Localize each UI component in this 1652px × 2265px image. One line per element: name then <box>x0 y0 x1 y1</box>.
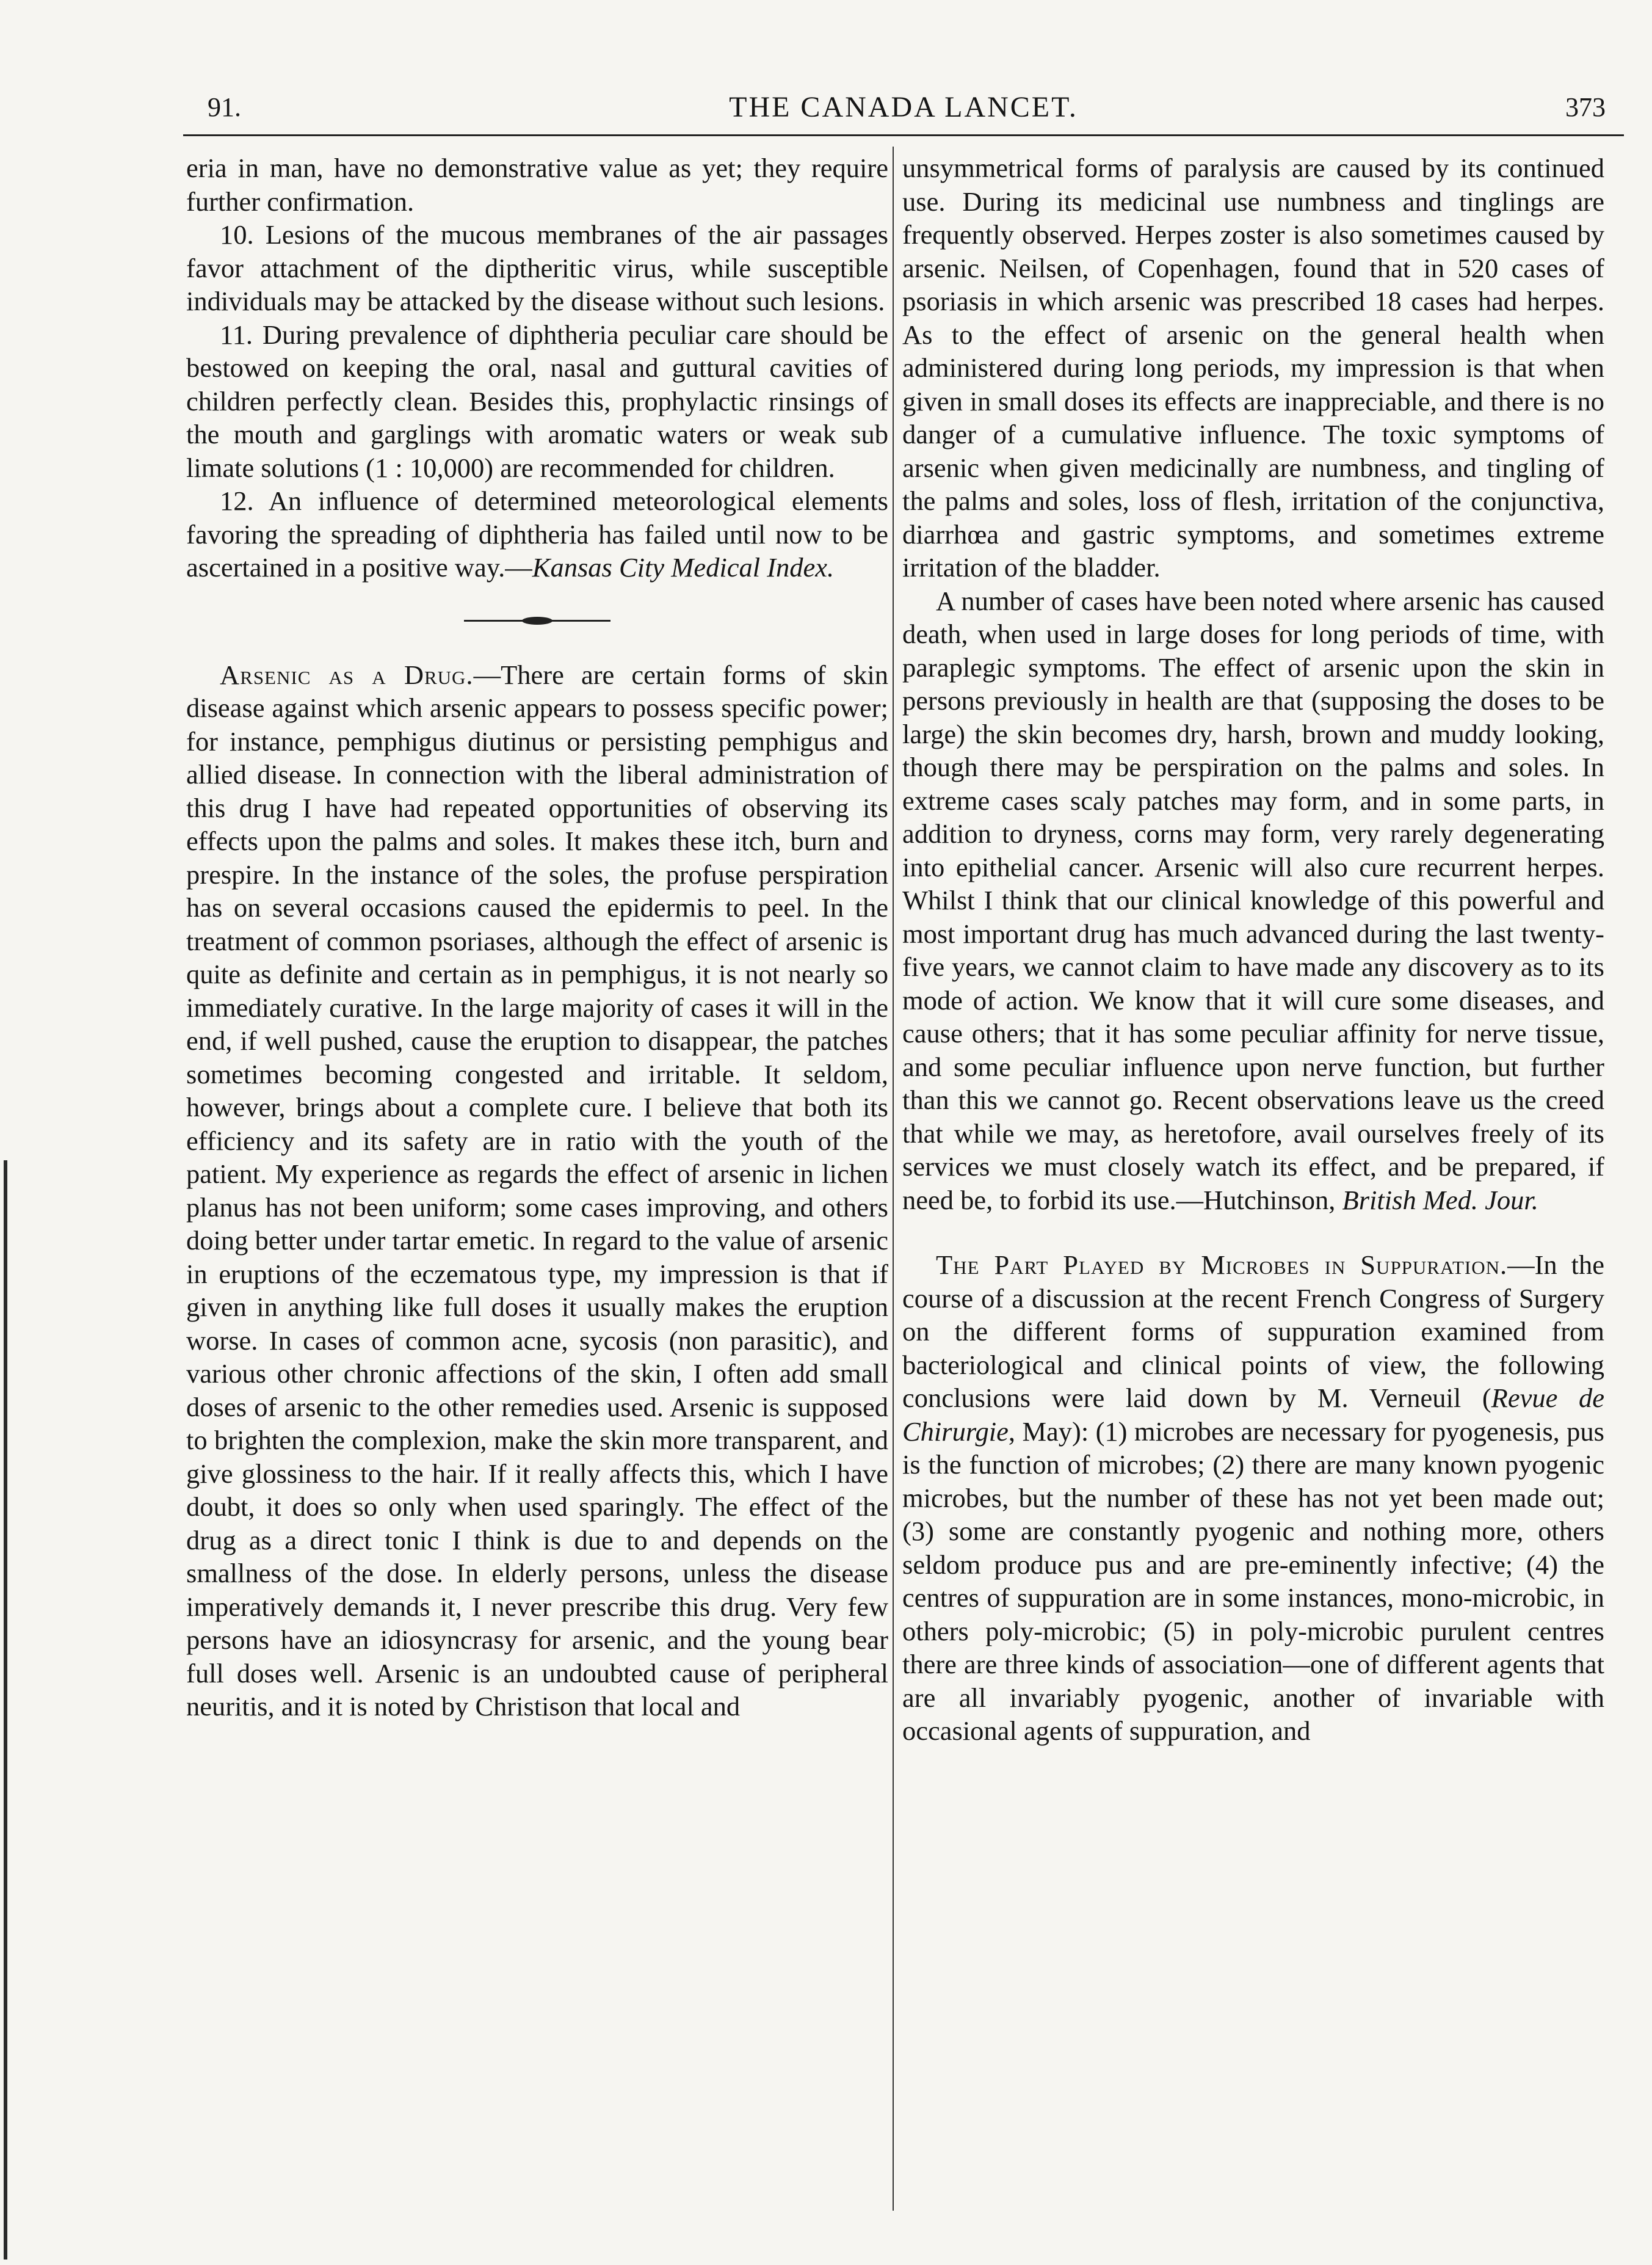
article-arsenic <box>186 658 888 1723</box>
paragraph-item-12-text: 12. An influence of determined meteorological elements favoring the spreading of diphtheria has failed until now to be ascertained in a positive way.— <box>186 485 888 583</box>
paragraph-item-12 <box>186 484 888 584</box>
article-heading: The Part Played by Microbes in Suppuration. <box>936 1249 1508 1280</box>
article-body-part-1: —In the course of a discussion at the recent French Congress of Surgery on the different forms of suppuration examined from bacteriological and clinical points of view, the following conclusions were laid down by M. Verneuil ( <box>902 1249 1604 1413</box>
right-column <box>902 151 1604 1748</box>
page-number: 373 <box>1565 92 1606 122</box>
paragraph-continuation: unsymmetrical forms of paralysis are caused by its continued use. During its medicinal use numbness and tinglings are frequently observed. Herpes zoster is also sometimes caused by arsenic. Neilsen, of Copenhagen, found that in 520 cases of psoriasis in which arsenic was prescribed 18 cases had herpes. As to the effect of arsenic on the general health when administered during long periods, my impression is that when given in small doses its effects are inappreciable, and there is no danger of a cumulative influence. The toxic symptoms of arsenic when given medicinally are numbness, and tingling of the palms and soles, loss of flesh, irritation of the conjunctiva, diarrhœa and gastric symptoms, and sometimes extreme irritation of the bladder. <box>902 153 1604 583</box>
left-column <box>186 151 888 1723</box>
source-citation: Kansas City Medical Index. <box>532 552 835 583</box>
paragraph-item-11: 11. During prevalence of diphtheria peculiar care should be bestowed on keeping the oral, nasal and guttural cavities of children perfectly clean. Besides this, prophylactic rinsings of the mouth and garglings with aromatic waters or weak sub limate solutions (1 : 10,000) are recommended for children. <box>186 319 888 483</box>
column-divider <box>893 147 894 2211</box>
article-microbes <box>902 1248 1604 1748</box>
article-body: —There are certain forms of skin disease against which arsenic appears to possess specific power; for instance, pemphigus diutinus or persisting pemphigus and allied disease. In connection with the liberal administration of this drug I have had repeated opportunities of observing its effects upon the palms and soles. It makes these itch, burn and prespire. In the instance of the soles, the profuse perspiration has on several occasions caused the epidermis to peel. In the treatment of common psoriases, although the effect of arsenic is quite as definite and certain as in pemphigus, it is not nearly so immediately curative. In the large majority of cases it will in the end, if well pushed, cause the eruption to disappear, the patches sometimes becoming congested and irritable. It seldom, however, brings about a complete cure. I believe that both its efficiency and its safety are in ratio with the youth of the patient. My experience as regards the effect of arsenic in lichen planus has not been uniform; some cases improving, and others doing better under tartar emetic. In regard to the value of arsenic in eruptions of the eczematous type, my impression is that if given in anything like full doses it usually makes the eruption worse. In cases of common acne, sycosis (non parasitic), and various other chronic affections of the skin, I often add small doses of arsenic to the other remedies used. Arsenic is supposed to brighten the complexion, make the skin more transparent, and give glossiness to the hair. If it really affects this, which I have doubt, it does so only when used sparingly. The effect of the drug as a direct tonic I think is due to and depends on the smallness of the dose. In elderly persons, unless the disease imperatively demands it, I never prescribe this drug. Very few persons have an idiosyncrasy for arsenic, and the young bear full doses well. Arsenic is an undoubted cause of peripheral neuritis, and it is noted by Christison that local and <box>186 659 888 1721</box>
article-heading: Arsenic as a Drug. <box>220 659 474 690</box>
issue-number: 91. <box>208 92 241 122</box>
article-body-part-2: , May): (1) microbes are necessary for pyogenesis, pus is the function of microbes; (2) there are many known pyogenic microbes, but the number of these has not yet been made out; (3) some are constantly pyogenic and nothing more, others seldom produce pus and are pre-eminently infective; (4) the centres of suppuration are in some instances, mono-microbic, in others poly-microbic; (5) in poly-microbic purulent centres there are three kinds of association—one of different agents that are all invariably pyogenic, another of invariable with occasional agents of suppuration, and <box>902 1416 1604 1746</box>
paragraph-text: A number of cases have been noted where arsenic has caused death, when used in large doses for long periods of time, with paraplegic symptoms. The effect of arsenic upon the skin in persons previously in health are that (supposing the doses to be large) the skin becomes dry, harsh, brown and muddy looking, though there may be perspiration on the palms and soles. In extreme cases scaly patches may form, and in some parts, in addition to dryness, corns may form, very rarely degenerating into epithelial cancer. Arsenic will also cure recurrent herpes. Whilst I think that our clinical knowledge of this powerful and most important drug has much advanced during the last twenty-five years, we cannot claim to have made any discovery as to its mode of action. We know that it will cure some diseases, and cause others; that it has some peculiar affinity for nerve tissue, and some peculiar influence upon nerve function, but further than this we cannot go. Recent observations leave us the creed that while we may, as heretofore, avail ourselves freely of its services we must closely watch its effect, and be prepared, if need be, to forbid its use.—Hutchinson, <box>902 585 1604 1215</box>
section-gap <box>902 1216 1604 1248</box>
paragraph-continuation: eria in man, have no demonstrative value as yet; they require further confirmation. <box>186 153 888 217</box>
source-citation: British Med. Jour. <box>1342 1184 1538 1215</box>
section-rule <box>464 620 610 622</box>
paragraph-arsenic-deaths <box>902 584 1604 1217</box>
journal-title: THE CANADA LANCET. <box>729 91 1078 123</box>
source-citation: Revue de Chirurgie <box>902 1383 1605 1447</box>
running-header <box>183 85 1624 136</box>
binding-edge-shadow <box>4 1160 7 2260</box>
paragraph-item-10: 10. Lesions of the mucous membranes of the air passages favor attachment of the diptheritic virus, while susceptible individuals may be attacked by the disease without such lesions. <box>186 219 888 316</box>
